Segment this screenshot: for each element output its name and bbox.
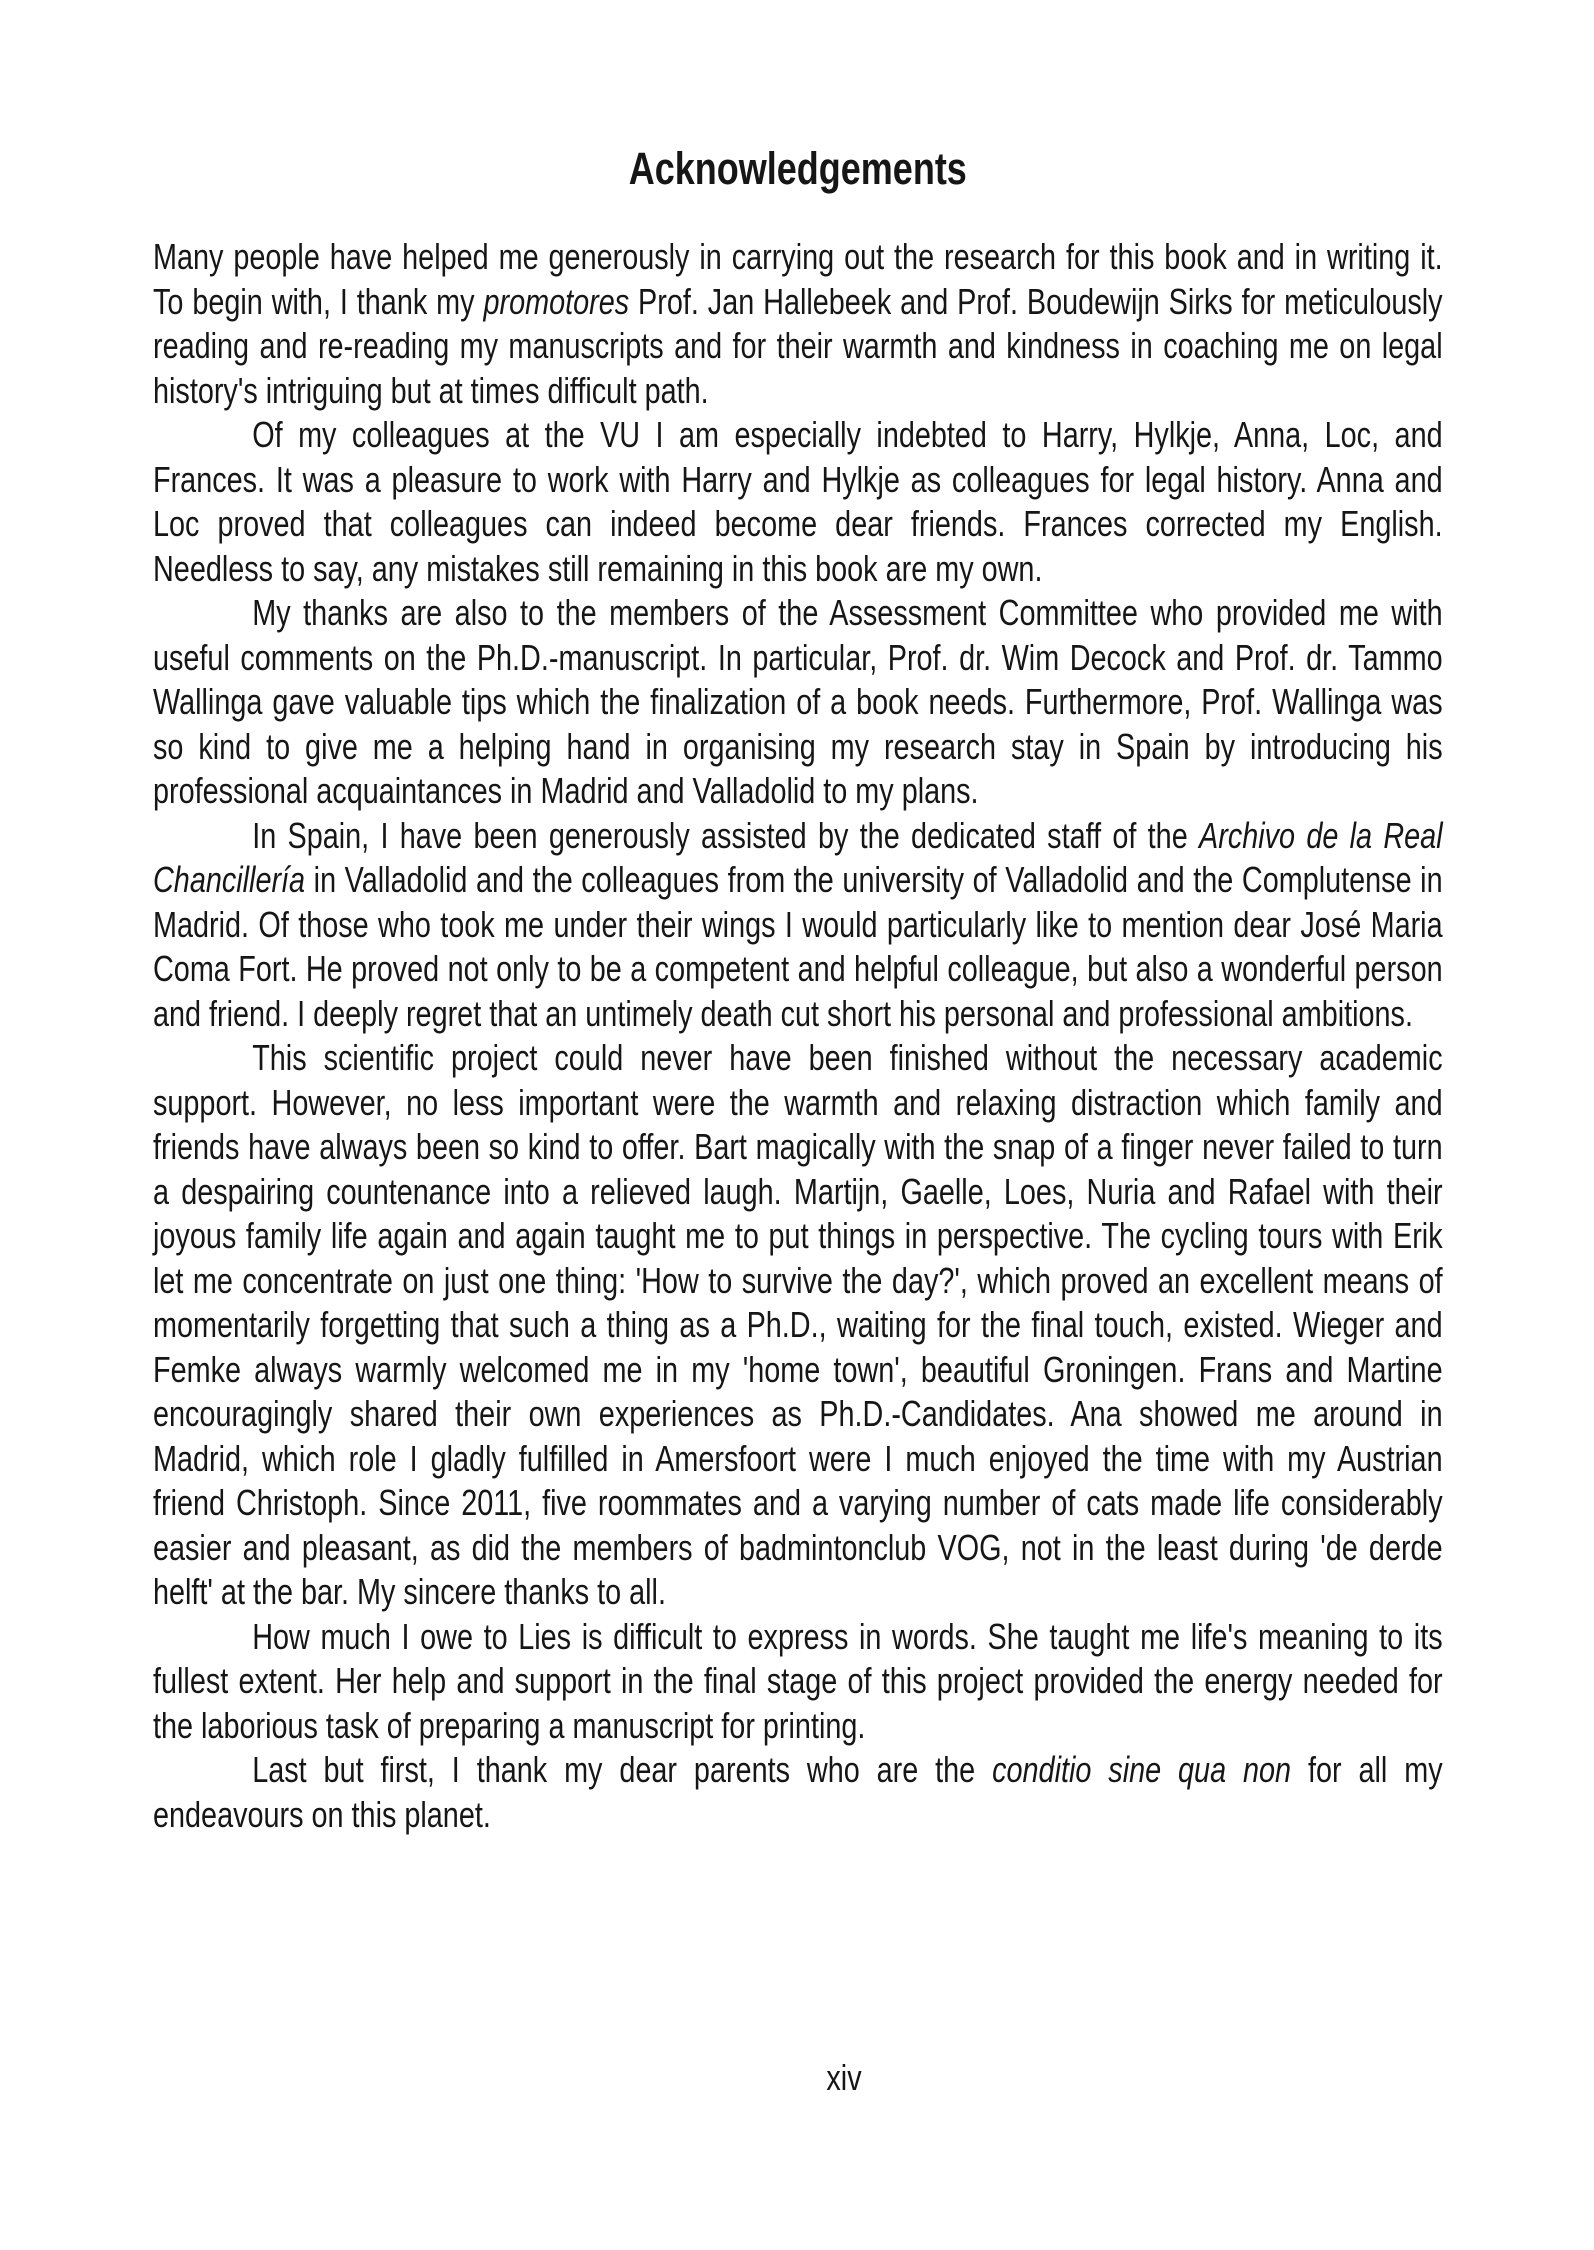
text-run: Prof. Jan Hallebeek and Prof. Boudewijn Sirks for meticulously reading and re-reading my manuscripts and for their warmth and kindness in coaching me on legal history's intriguing but at times difficult path. xyxy=(153,280,1443,411)
text-run: Last but first, I thank my dear parents who are the xyxy=(252,1749,993,1790)
paragraph xyxy=(153,1748,1443,1837)
italic-text-run: conditio sine qua non xyxy=(992,1749,1292,1790)
text-run: This scientific project could never have been finished without the necessary academic support. However, no less important were the warmth and relaxing distraction which family and friends have always been so kind to offer. Bart magically with the snap of a finger never failed to turn a despairing countenance into a relieved laugh. Martijn, Gaelle, Loes, Nuria and Rafael with their joyous family life again and again taught me to put things in perspective. The cycling tours with Erik let me concentrate on just one thing: 'How to survive the day?', which proved an excellent means of momentarily forgetting that such a thing as a Ph.D., waiting for the final touch, existed. Wieger and Femke always warmly welcomed me in my 'home town', beautiful Groningen. Frans and Martine encouragingly shared their own experiences as Ph.D.-Candidates. Ana showed me around in Madrid, which role I gladly fulfilled in Amersfoort were I much enjoyed the time with my Austrian friend Christoph. Since 2011, five roommates and a varying number of cats made life considerably easier and pleasant, as did the members of badmintonclub VOG, not in the least during 'de derde helft' at the bar. My sincere thanks to all. xyxy=(153,1037,1443,1612)
text-run: How much I owe to Lies is difficult to express in words. She taught me life's meaning to its fullest extent. Her help and support in the final stage of this project provided the energy needed for the laborious task of preparing a manuscript for printing. xyxy=(153,1615,1443,1746)
text-run: My thanks are also to the members of the Assessment Committee who provided me with useful comments on the Ph.D.-manuscript. In particular, Prof. dr. Wim Decock and Prof. dr. Tammo Wallinga gave valuable tips which the finalization of a book needs. Furthermore, Prof. Wallinga was so kind to give me a helping hand in organising my research stay in Spain by introducing his professional acquaintances in Madrid and Valladolid to my plans. xyxy=(153,592,1443,811)
page-content xyxy=(153,141,1443,1837)
text-run: for all my endeavours on this planet. xyxy=(153,1749,1443,1835)
paragraph xyxy=(153,814,1443,1037)
paragraphs xyxy=(153,235,1443,1837)
text-run: Many people have helped me generously in carrying out the research for this book and in writing it. To begin with, I thank my xyxy=(153,236,1443,322)
text-run: In Spain, I have been generously assisted by the dedicated staff of the xyxy=(252,814,1200,856)
text-run: Of my colleagues at the VU I am especially indebted to Harry, Hylkje, Anna, Loc, and Frances. It was a pleasure to work with Harry and Hylkje as colleagues for legal history. Anna and Loc proved that colleagues can indeed become dear friends. Frances corrected my English. Needless to say, any mistakes still remaining in this book are my own. xyxy=(153,414,1443,589)
page-title: Acknowledgements xyxy=(628,143,967,194)
italic-text-run: Archivo de la Real Chancillería xyxy=(153,814,1443,900)
paragraph xyxy=(153,413,1443,591)
paragraph xyxy=(153,1036,1443,1615)
paragraph xyxy=(153,1615,1443,1749)
text-run: in Valladolid and the colleagues from the university of Valladolid and the Complutense in Madrid. Of those who took me under their wings I would particularly like to mention dear José Maria Coma Fort. He proved not only to be a competent and helpful colleague, but also a wonderful person and friend. I deeply regret that an untimely death cut short his personal and professional ambitions. xyxy=(153,859,1443,1034)
page-number: xiv xyxy=(826,2057,862,2098)
paragraph xyxy=(153,235,1443,413)
paragraph xyxy=(153,591,1443,814)
italic-text-run: promotores xyxy=(483,280,630,322)
